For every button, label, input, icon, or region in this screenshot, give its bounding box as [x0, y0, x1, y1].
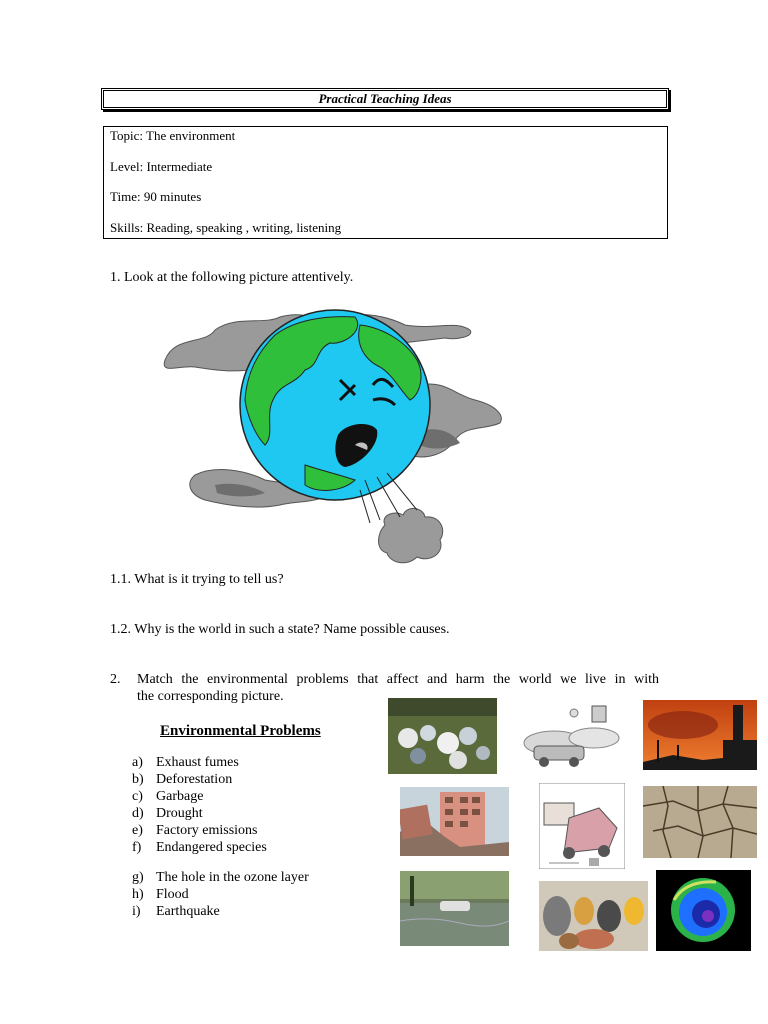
earthquake-photo	[400, 787, 509, 856]
list-text: Garbage	[156, 789, 204, 804]
environmental-problems-heading: Environmental Problems	[160, 723, 321, 739]
list-item	[132, 870, 309, 886]
list-letter: d)	[132, 806, 144, 821]
list-letter: c)	[132, 789, 143, 804]
list-text: Endangered species	[156, 840, 267, 855]
list-item	[132, 755, 239, 771]
list-text: Earthquake	[156, 904, 220, 919]
page-title: Practical Teaching Ideas	[101, 88, 669, 110]
polluted-earth-icon	[240, 310, 430, 500]
list-item	[132, 806, 203, 822]
list-letter: f)	[132, 840, 142, 855]
skills-line: Skills: Reading, speaking , writing, listening	[110, 220, 342, 235]
list-text: Exhaust fumes	[156, 755, 239, 770]
topic-line: Topic: The environment	[110, 128, 236, 143]
list-text: The hole in the ozone layer	[156, 870, 309, 885]
list-text: Deforestation	[156, 772, 233, 787]
list-letter: a)	[132, 755, 143, 770]
list-letter: h)	[132, 887, 144, 902]
list-text: Flood	[156, 887, 189, 902]
endangered-species-photo	[539, 881, 648, 951]
list-letter: e)	[132, 823, 143, 838]
list-letter: i)	[132, 904, 141, 919]
polluted-earth-illustration	[155, 305, 515, 570]
list-item	[132, 904, 220, 920]
list-text: Drought	[156, 806, 203, 821]
question-2-number: 2.	[110, 672, 121, 687]
time-line: Time: 90 minutes	[110, 189, 202, 204]
question-1: 1. Look at the following picture attentively.	[110, 270, 354, 285]
drought-photo	[643, 786, 757, 858]
list-letter: g)	[132, 870, 144, 885]
question-1-2: 1.2. Why is the world in such a state? Name possible causes.	[110, 622, 450, 637]
list-item	[132, 772, 233, 788]
list-item	[132, 840, 267, 856]
exhaust-fumes-photo	[514, 698, 628, 774]
question-1-1: 1.1. What is it trying to tell us?	[110, 572, 284, 587]
list-item	[132, 887, 189, 903]
garbage-photo	[388, 698, 497, 774]
question-2-line-1: Match the environmental problems that affect and harm the world we live in with	[137, 672, 659, 687]
question-2-line-2: the corresponding picture.	[137, 689, 284, 704]
level-line: Level: Intermediate	[110, 159, 213, 174]
list-letter: b)	[132, 772, 144, 787]
deforestation-photo	[539, 783, 625, 869]
list-text: Factory emissions	[156, 823, 258, 838]
list-item	[132, 789, 204, 805]
flood-photo	[400, 871, 509, 946]
factory-emissions-photo	[643, 700, 757, 770]
ozone-hole-photo	[656, 870, 751, 951]
list-item	[132, 823, 258, 839]
lesson-info-box	[103, 126, 668, 239]
